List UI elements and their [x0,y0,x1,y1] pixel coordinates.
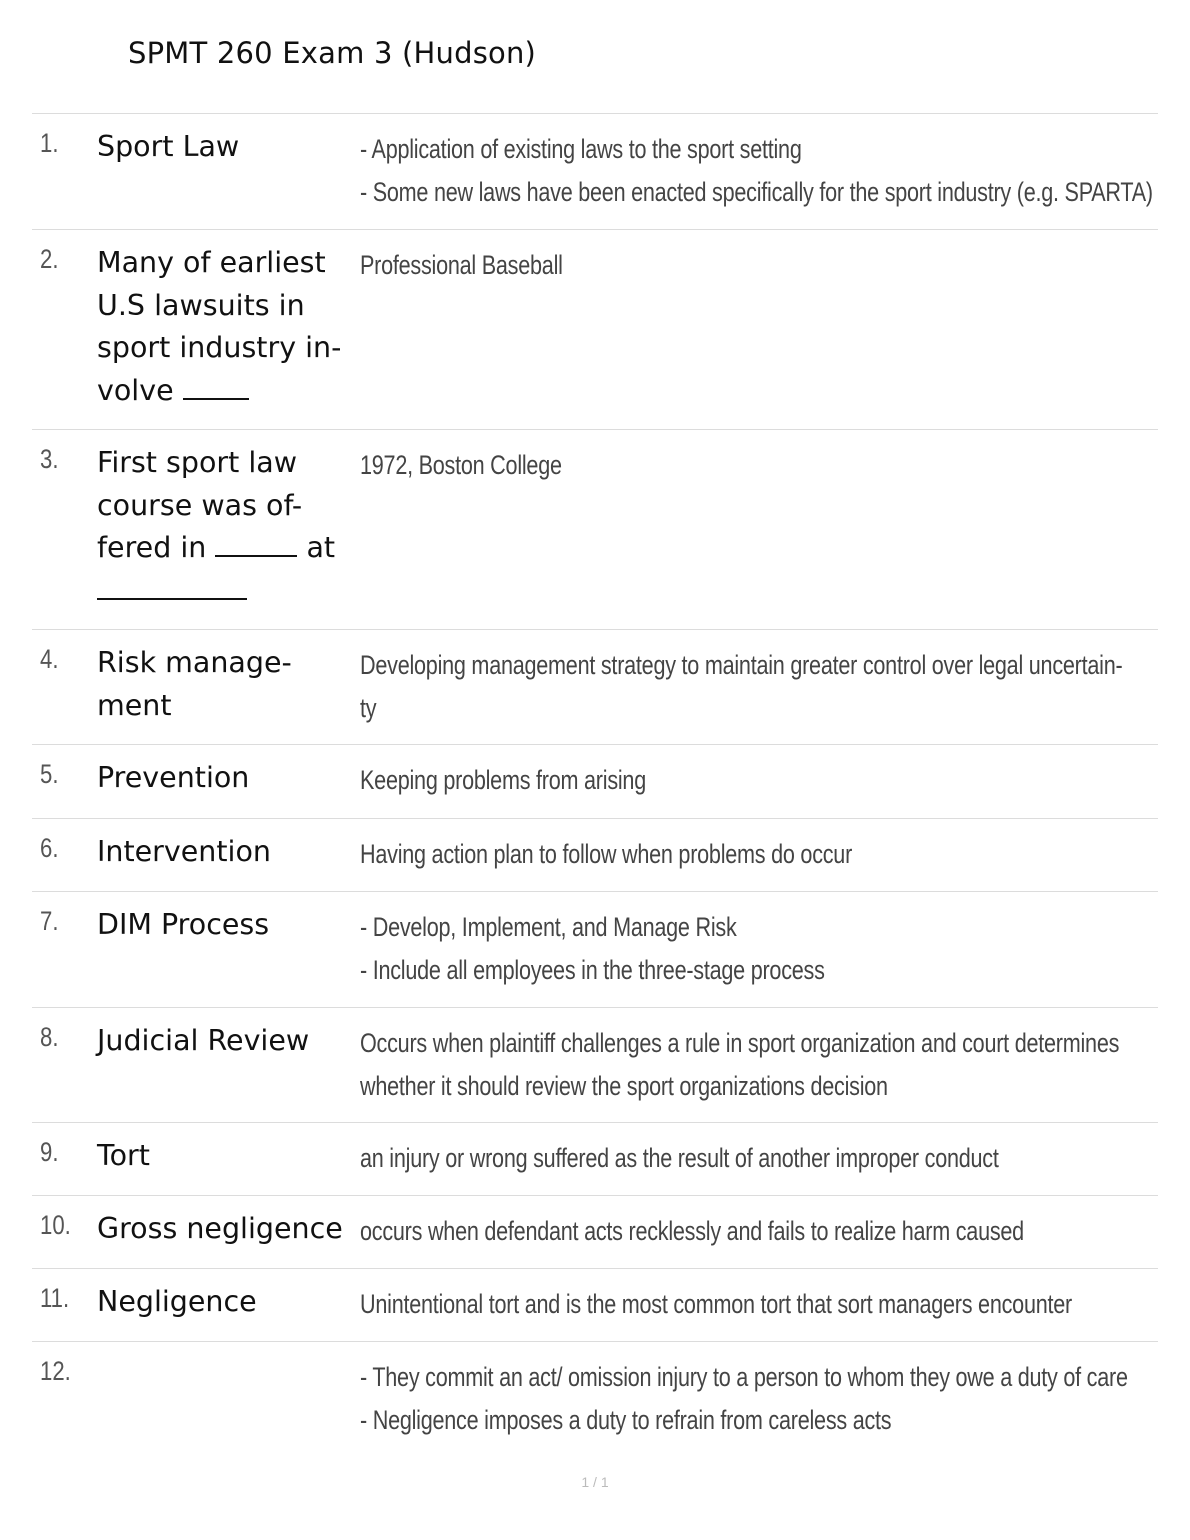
definition-line: - Develop, Implement, and Manage Risk [360,912,737,942]
card-definition [360,644,1128,729]
card-term: Prevention [97,761,250,794]
card-definition [360,1137,1128,1180]
card-term: Negligence [97,1285,257,1318]
card-definition [360,906,1128,991]
card-term: Tort [97,1139,150,1172]
page-number: 1 / 1 [581,1474,609,1490]
flashcard [32,230,1158,430]
card-term: Sport Law [97,130,240,163]
card-term: Many of earliest U.S lawsuits in sport industry in- volve [97,246,342,407]
card-term: First sport law course was of- fered in at [97,442,357,612]
card-number: 6. [40,833,59,863]
card-term: Judicial Review [97,1024,310,1057]
card-term: Risk manage- ment [97,646,292,722]
definition-line: Keeping problems from arising [360,765,646,795]
definition-line: - They commit an act/ omission injury to a person to whom they owe a duty of care [360,1362,1128,1392]
flashcard [32,1123,1158,1196]
flashcard [32,819,1158,892]
definition-line: Having action plan to follow when problems do occur [360,839,853,869]
card-definition [360,1283,1128,1326]
definition-line: Developing management strategy to maintain greater control over legal uncertain- [360,650,1123,680]
card-term: Gross negligence [97,1212,343,1245]
card-number: 9. [40,1137,59,1167]
definition-line: Unintentional tort and is the most common tort that sort managers encounter [360,1289,1072,1319]
flashcard [32,745,1158,819]
card-definition [360,1022,1128,1107]
definition-line: 1972, Boston College [360,450,562,480]
card-number: 7. [40,906,59,936]
flashcard-list [32,114,1158,1442]
flashcard [32,114,1158,230]
flashcard [32,430,1158,630]
card-number: 2. [40,244,59,274]
page-title: SPMT 260 Exam 3 (Hudson) [128,36,537,70]
definition-line: - Some new laws have been enacted specifically for the sport industry (e.g. SPARTA) [360,176,1153,207]
definition-line: an injury or wrong suffered as the result of another improper conduct [360,1143,999,1173]
card-definition [360,833,1128,876]
card-number: 3. [40,444,59,474]
flashcard [32,1008,1158,1123]
card-term: DIM Process [97,908,270,941]
card-definition [360,244,1128,287]
card-number: 8. [40,1022,59,1052]
definition-line: Professional Baseball [360,250,563,280]
card-term: Intervention [97,835,271,868]
card-definition [360,1356,1128,1441]
card-number: 12. [40,1356,71,1386]
card-number: 11. [40,1283,70,1313]
card-definition [360,444,1128,487]
definition-line: ty [360,692,377,723]
definition-line: whether it should review the sport organizations decision [360,1070,888,1101]
card-number: 5. [40,759,59,789]
flashcard [32,892,1158,1008]
flashcard [32,1342,1158,1442]
definition-line: occurs when defendant acts recklessly and fails to realize harm caused [360,1216,1024,1246]
card-definition [360,1210,1128,1253]
card-definition [360,759,1128,802]
card-number: 10. [40,1210,71,1240]
card-number: 1. [40,128,59,158]
flashcard [32,1196,1158,1269]
card-number: 4. [40,644,59,674]
definition-line: - Include all employees in the three-stage process [360,954,825,985]
definition-line: Occurs when plaintiff challenges a rule in sport organization and court determines [360,1028,1120,1058]
card-definition [360,128,1153,213]
flashcard [32,630,1158,745]
definition-line: - Application of existing laws to the sport setting [360,134,802,164]
definition-line: - Negligence imposes a duty to refrain from careless acts [360,1404,892,1435]
flashcard [32,1269,1158,1342]
